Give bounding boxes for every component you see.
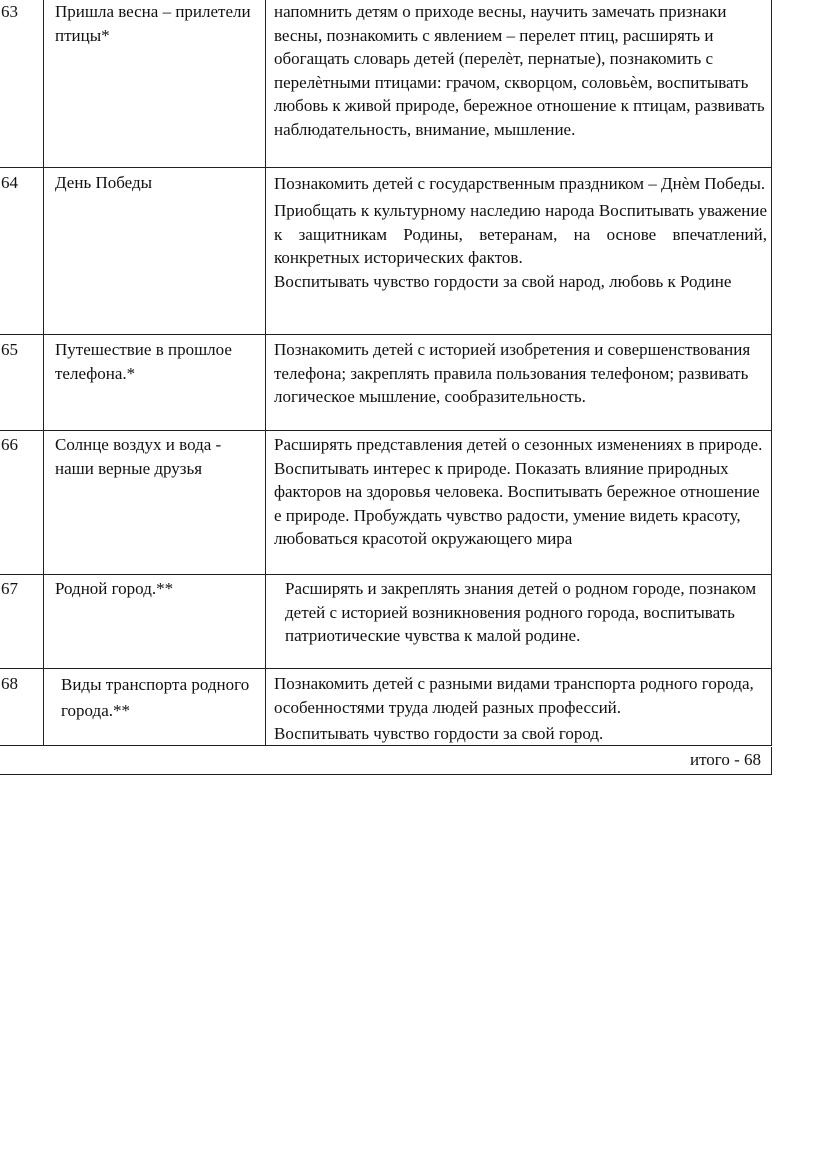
- lesson-topic: День Победы: [44, 167, 266, 334]
- lesson-goals: [266, 668, 772, 745]
- lesson-goals: [266, 574, 772, 668]
- lesson-goals: [266, 167, 772, 334]
- table-row: [0, 430, 772, 574]
- table-total: итого - 68: [0, 747, 772, 775]
- lesson-goals: [266, 334, 772, 430]
- goal-text: Познакомить детей с историей изобретения и совершенствования телефона; закреплять правила пользования телефоном; развивать логическое мышление, сообразительность.: [274, 340, 751, 406]
- table-row: [0, 574, 772, 668]
- goal-text: Расширять и закреплять знания детей о родном городе, познаком детей с историей возникновения родного города, воспитывать патриотические чувства к малой родине.: [285, 579, 757, 645]
- table-row: [0, 334, 772, 430]
- row-number: 65: [0, 334, 44, 430]
- lesson-topic: Родной город.**: [44, 574, 266, 668]
- row-number: 67: [0, 574, 44, 668]
- goal-text: Расширять представления детей о сезонных изменениях в природе. Воспитывать интерес к природе. Показать влияние природных факторов на здоровья человека. Воспитывать бережное отношение е природе. Пробуждать чувство радости, умение видеть красоту, любоваться красотой окружающего мира: [274, 435, 763, 548]
- lesson-topic: Виды транспорта родного города.**: [44, 668, 266, 745]
- lesson-goals: [266, 430, 772, 574]
- goal-text: Воспитывать чувство гордости за свой город.: [274, 724, 604, 743]
- goal-text: Воспитывать чувство гордости за свой народ, любовь к Родине: [274, 271, 732, 291]
- table-row: [0, 167, 772, 334]
- goal-text: Приобщать к культурному наследию народа Воспитывать уважение к защитникам Родины, ветеранам, на основе впечатлений, конкретных исторических фактов.: [274, 201, 767, 267]
- goal-text: Познакомить детей с разными видами транспорта родного города, особенностями труда людей разных профессий.: [274, 674, 754, 717]
- lesson-topic: Солнце воздух и вода - наши верные друзья: [44, 430, 266, 574]
- goal-text: напомнить детям о приходе весны, научить замечать признаки весны, познакомить с явлением – перелет птиц, расширять и обогащать словарь детей (перелѐт, пернатые), познакомить с перелѐтными птицами: грачом, скворцом, соловьѐм, воспитывать любовь к живой природе, бережное отношение к птицам, развивать наблюдательность, внимание, мышление.: [274, 2, 765, 139]
- row-number: 63: [0, 0, 44, 167]
- row-divider: [0, 745, 772, 746]
- lesson-topic: Пришла весна – прилетели птицы*: [44, 0, 266, 167]
- lesson-goals: [266, 0, 772, 167]
- table-row: [0, 0, 772, 167]
- table-row: [0, 668, 772, 745]
- row-number: 64: [0, 167, 44, 334]
- goal-text: Познакомить детей с государственным праздником – Днѐм Победы.: [274, 174, 766, 193]
- row-number: 68: [0, 668, 44, 745]
- lesson-topic: Путешествие в прошлое телефона.*: [44, 334, 266, 430]
- row-number: 66: [0, 430, 44, 574]
